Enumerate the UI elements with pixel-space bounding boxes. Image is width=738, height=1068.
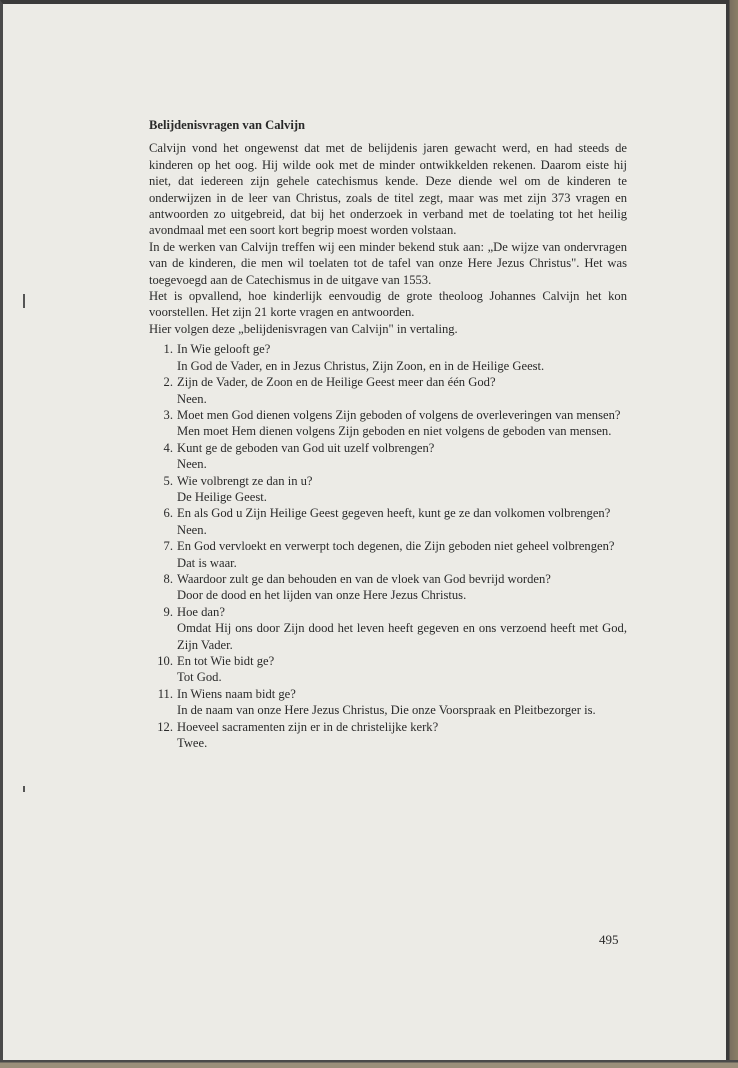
bottom-edge [0, 1060, 738, 1068]
answer: De Heilige Geest. [177, 489, 267, 504]
answer: Neen. [177, 522, 207, 537]
list-item: 6. En als God u Zijn Heilige Geest gegeven heeft, kunt ge ze dan volkomen volbrengen? Neen. [149, 505, 627, 538]
question: Waardoor zult ge dan behouden en van de vloek van God bevrijd worden? [177, 571, 551, 586]
question: Zijn de Vader, de Zoon en de Heilige Geest meer dan één God? [177, 375, 496, 390]
question: En als God u Zijn Heilige Geest gegeven heeft, kunt ge ze dan volkomen volbrengen? [177, 506, 611, 521]
answer: Door de dood en het lijden van onze Here Jezus Christus. [177, 588, 467, 603]
answer: Tot God. [177, 670, 222, 685]
paragraph: In de werken van Calvijn treffen wij een minder bekend stuk aan: „De wijze van ondervragen van de kinderen, die men wil toelaten tot de tafel van onze Here Jezus Christus". Het was toegevoegd aan de Catechismus in de uitgave van 1553. [149, 239, 627, 287]
page-number: 495 [599, 932, 619, 947]
answer: Dat is waar. [177, 555, 237, 570]
list-item: 1. In Wie gelooft ge? In God de Vader, en in Jezus Christus, Zijn Zoon, en in de Heilige Geest. [149, 341, 627, 374]
question: Kunt ge de geboden van God uit uzelf volbrengen? [177, 440, 435, 455]
list-item: 7. En God vervloekt en verwerpt toch degenen, die Zijn geboden niet geheel volbrengen? Dat is waar. [149, 538, 627, 571]
question: En God vervloekt en verwerpt toch degenen, die Zijn geboden niet geheel volbrengen? [177, 539, 615, 554]
list-item: 8. Waardoor zult ge dan behouden en van de vloek van God bevrijd worden? Door de dood en het lijden van onze Here Jezus Christus. [149, 571, 627, 604]
question: En tot Wie bidt ge? [177, 654, 275, 668]
answer: Neen. [177, 391, 207, 406]
question: Hoeveel sacramenten zijn er in de christelijke kerk? [177, 719, 439, 734]
list-item: 5. Wie volbrengt ze dan in u? De Heilige Geest. [149, 473, 627, 506]
document-body [149, 117, 627, 751]
answer: In God de Vader, en in Jezus Christus, Zijn Zoon, en in de Heilige Geest. [177, 358, 545, 373]
answer: Neen. [177, 457, 207, 472]
question-list [149, 341, 627, 751]
margin-mark [23, 786, 25, 792]
question: Hoe dan? [177, 604, 225, 619]
list-item: 10. En tot Wie bidt ge? Tot God. [149, 653, 627, 686]
question: Moet men God dienen volgens Zijn geboden of volgens de overleveringen van mensen? [177, 407, 621, 422]
answer: Twee. [177, 736, 208, 751]
answer: Omdat Hij ons door Zijn dood het leven heeft gegeven en ons verzoend heeft met God, Zijn Vader. [177, 621, 627, 652]
question: In Wie gelooft ge? [177, 342, 271, 357]
question: Wie volbrengt ze dan in u? [177, 473, 313, 488]
list-item: 9. Hoe dan? Omdat Hij ons door Zijn dood het leven heeft gegeven en ons verzoend heeft met God, Zijn Vader. [163, 604, 627, 652]
list-item: 11. In Wiens naam bidt ge? In de naam van onze Here Jezus Christus, Die onze Voorspraak en Pleitbezorger is. [149, 686, 627, 719]
margin-mark [23, 294, 25, 308]
question: In Wiens naam bidt ge? [177, 686, 296, 701]
list-item: 3. Moet men God dienen volgens Zijn geboden of volgens de overleveringen van mensen? Men moet Hem dienen volgens Zijn geboden en niet volgens de geboden van mensen. [149, 407, 627, 440]
section-heading: Belijdenisvragen van Calvijn [149, 118, 306, 132]
list-item: 4. Kunt ge de geboden van God uit uzelf volbrengen? Neen. [149, 440, 627, 473]
paragraph: Hier volgen deze „belijdenisvragen van Calvijn" in vertaling. [149, 321, 458, 336]
page-edge [726, 0, 738, 1068]
list-item: 2. Zijn de Vader, de Zoon en de Heilige Geest meer dan één God? Neen. [149, 374, 627, 407]
list-item: 12. Hoeveel sacramenten zijn er in de christelijke kerk? Twee. [149, 719, 627, 752]
paragraph: Het is opvallend, hoe kinderlijk eenvoudig de grote theoloog Johannes Calvijn het kon voorstellen. Het zijn 21 korte vragen en antwoorden. [149, 289, 627, 320]
answer: Men moet Hem dienen volgens Zijn geboden en niet volgens de geboden van mensen. [177, 424, 612, 439]
paragraph: Calvijn vond het ongewenst dat met de belijdenis jaren gewacht werd, en had steeds de kinderen op het oog. Hij wilde ook met de minder ontwikkelden rekenen. Daarom eiste hij niet, dat iedereen zijn gehele catechismus kende. Deze diende wel om de kinderen te onderwijzen in de leer van Christus, zoals de titel zegt, maar was met zijn 373 vragen en antwoorden zo uitgebreid, dat bij het onderzoek in verband met de toelating tot het heilig avondmaal met een soort kort begrip moest worden volstaan. [149, 141, 627, 238]
answer: In de naam van onze Here Jezus Christus, Die onze Voorspraak en Pleitbezorger is. [177, 703, 596, 718]
